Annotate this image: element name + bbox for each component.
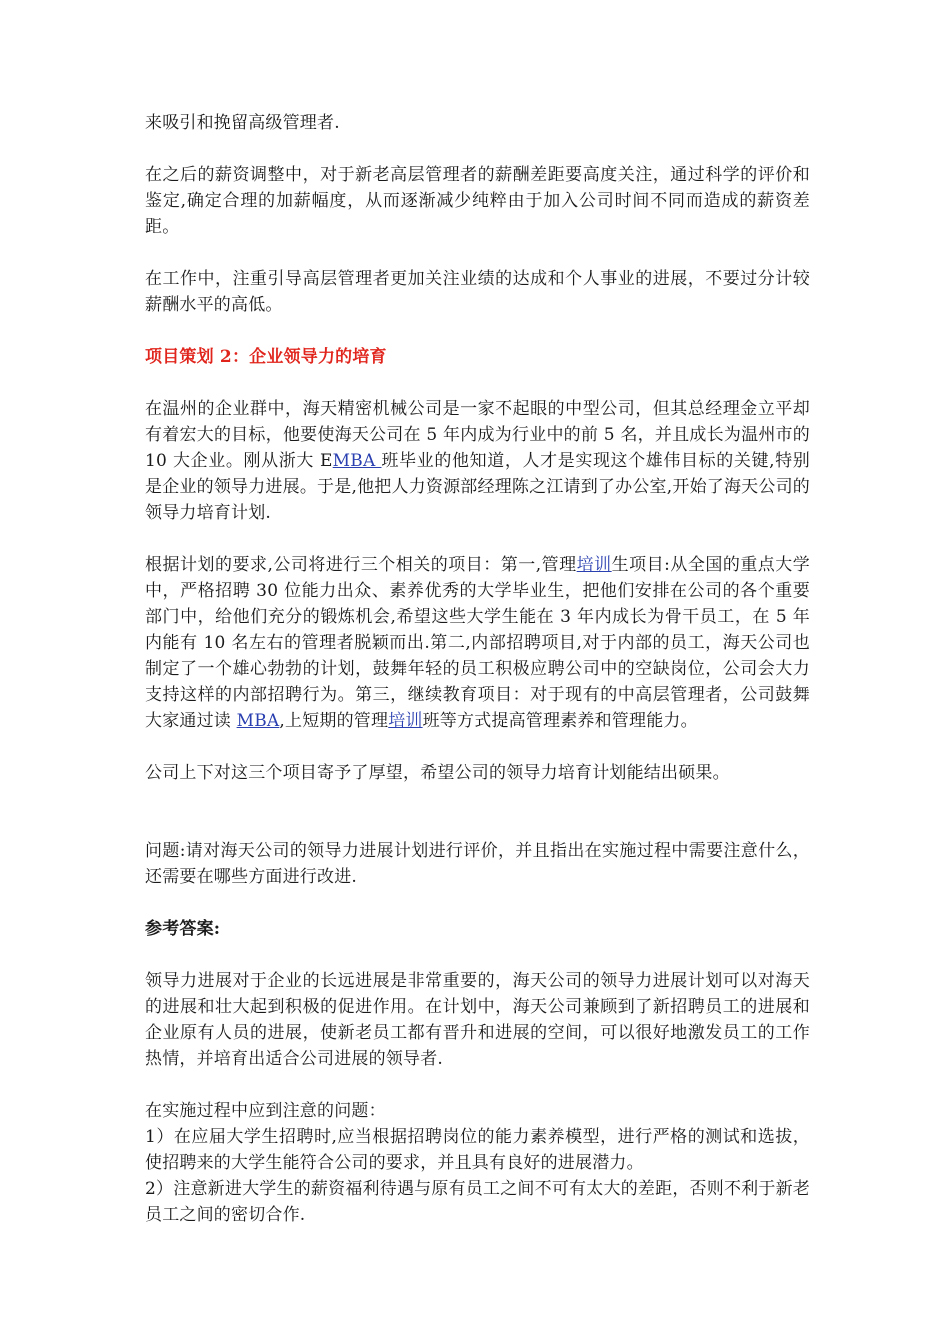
paragraph-2: 在之后的薪资调整中，对于新老高层管理者的薪酬差距要高度关注，通过科学的评价和鉴定,确定合理的加薪幅度，从而逐渐减少纯粹由于加入公司时间不同而造成的薪资差距。 <box>145 165 810 237</box>
mba-link-2[interactable]: MBA <box>236 711 280 731</box>
paragraph-6: 公司上下对这三个项目寄予了厚望，希望公司的领导力培育计划能结出硕果。 <box>145 763 730 783</box>
paragraph-4-text-a: 在温州的企业群中，海天精密机械公司是一家不起眼的中型公司，但其总经理金立平却有着宏大的目标，他要使海天公司在 5 年内成为行业中的前 5 名，并且成长为温州市的 10 大企业。刚从浙大 E <box>145 399 810 471</box>
paragraph-1: 来吸引和挽留高级管理者. <box>145 113 340 133</box>
paragraph-4 <box>145 396 810 526</box>
paragraph-5-text-c: ,上短期的管理 <box>279 711 389 731</box>
training-link-2[interactable]: 培训 <box>388 711 423 731</box>
paragraph-5-text-a: 根据计划的要求,公司将进行三个相关的项目：第一,管理 <box>145 555 577 575</box>
answer-heading: 参考答案: <box>145 919 221 939</box>
list-item-1: 1）在应届大学生招聘时,应当根据招聘岗位的能力素养模型，进行严格的测试和选拔，使招聘来的大学生能符合公司的要求，并且具有良好的进展潜力。 <box>145 1127 810 1173</box>
training-link-1[interactable]: 培训 <box>576 555 612 575</box>
paragraph-4-text-b: 班毕业的他知道，人才是实现这个雄伟目标的关键,特别是企业的领导力进展。于是,他把人力资源部经理陈之江请到了办公室,开始了海天公司的领导力培育计划. <box>145 451 811 523</box>
paragraph-5 <box>145 552 810 734</box>
section-heading-2: 项目策划 2：企业领导力的培育 <box>145 347 387 367</box>
paragraph-5-text-b: 生项目:从全国的重点大学中，严格招聘 30 位能力出众、素养优秀的大学毕业生，把他们安排在公司的各个重要部门中，给他们充分的锻炼机会,希望这些大学生能在 3 年内成长为骨干员工，在 5 年内能有 10 名左右的管理者脱颖而出.第二,内部招聘项目,对于内部的员工，海天公司也制定了一个雄心勃勃的计划，鼓舞年轻的员工积极应聘公司中的空缺岗位，公司会大力支持这样的内部招聘行为。第三，继续教育项目：对于现有的中高层管理者，公司鼓舞大家通过读 <box>145 555 810 731</box>
paragraph-7: 领导力进展对于企业的长远进展是非常重要的，海天公司的领导力进展计划可以对海天的进展和壮大起到积极的促进作用。在计划中，海天公司兼顾到了新招聘员工的进展和企业原有人员的进展，使新老员工都有晋升和进展的空间，可以很好地激发员工的工作热情，并培育出适合公司进展的领导者. <box>145 971 810 1069</box>
list-item-2: 2）注意新进大学生的薪资福利待遇与原有员工之间不可有太大的差距，否则不利于新老员工之间的密切合作. <box>145 1179 810 1225</box>
mba-link[interactable]: MBA <box>332 451 382 471</box>
document-page <box>145 110 810 1228</box>
list-intro: 在实施过程中应到注意的问题： <box>145 1101 386 1121</box>
question-paragraph: 问题:请对海天公司的领导力进展计划进行评价，并且指出在实施过程中需要注意什么，还需要在哪些方面进行改进. <box>145 841 810 887</box>
paragraph-3: 在工作中，注重引导高层管理者更加关注业绩的达成和个人事业的进展，不要过分计较薪酬水平的高低。 <box>145 269 810 315</box>
paragraph-5-text-d: 班等方式提高管理素养和管理能力。 <box>422 711 698 731</box>
